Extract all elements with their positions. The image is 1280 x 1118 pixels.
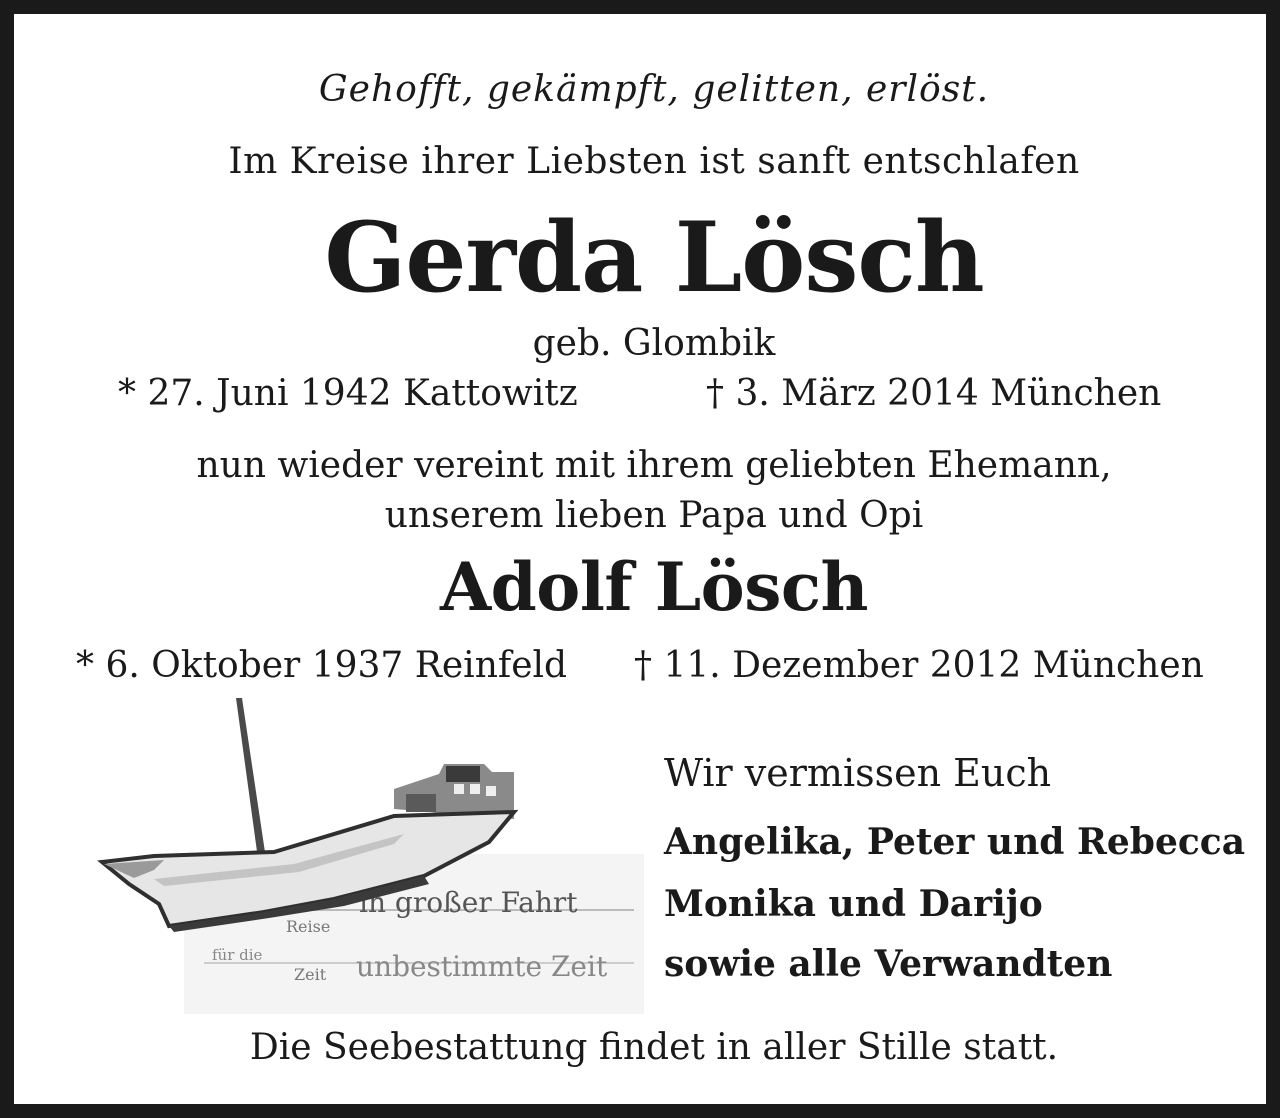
image-text-fahrt: in großer Fahrt	[359, 886, 578, 919]
we-miss-you-text: Wir vermissen Euch	[664, 751, 1052, 795]
deceased-birth-date: * 27. Juni 1942 Kattowitz	[118, 373, 578, 414]
image-label-zeit: Zeit	[294, 965, 327, 984]
husband-death-date: † 11. Dezember 2012 München	[634, 645, 1204, 686]
closing-text: Die Seebestattung findet in aller Stille statt.	[249, 1027, 1059, 1068]
family-line-3: sowie alle Verwandten	[664, 943, 1113, 985]
husband-name: Adolf Lösch	[439, 548, 869, 626]
intro-text: Im Kreise ihrer Liebsten ist sanft entschlafen	[228, 141, 1080, 182]
reunited-text-line2: unserem lieben Papa und Opi	[384, 495, 924, 536]
family-line-1: Angelika, Peter und Rebecca	[664, 821, 1246, 863]
birth-name: geb. Glombik	[532, 323, 776, 364]
image-text-zeit: unbestimmte Zeit	[356, 950, 608, 983]
motto: Gehofft, gekämpft, gelitten, erlöst.	[318, 69, 990, 110]
husband-birth-date: * 6. Oktober 1937 Reinfeld	[76, 645, 568, 686]
reunited-text-line1: nun wieder vereint mit ihrem geliebten Ehemann,	[196, 445, 1112, 486]
deceased-death-date: † 3. März 2014 München	[706, 373, 1162, 414]
ship-image	[94, 694, 654, 1014]
deceased-name: Gerda Lösch	[324, 201, 984, 314]
image-label-reise: Reise	[286, 917, 331, 936]
family-line-2: Monika und Darijo	[664, 883, 1043, 925]
image-label-fuer-die: für die	[212, 946, 263, 964]
